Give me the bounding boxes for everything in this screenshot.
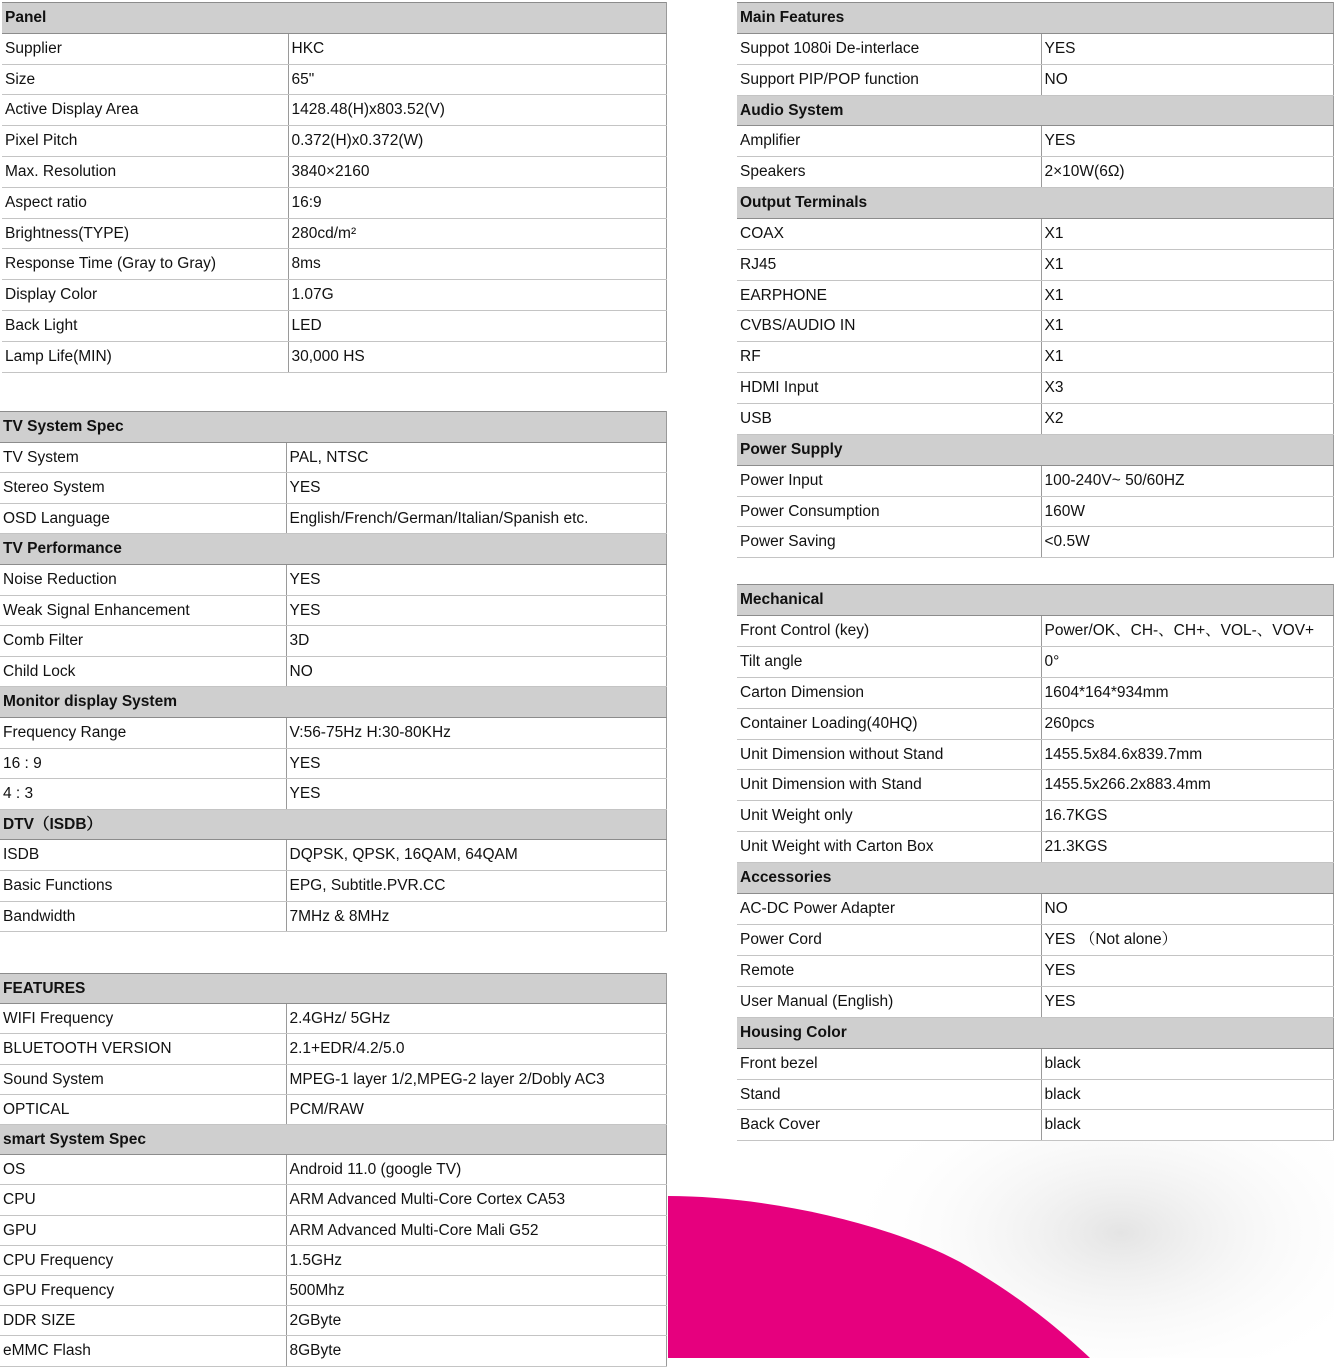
spec-value: 3D <box>286 626 667 657</box>
spec-label: TV System <box>0 442 286 473</box>
spec-value: 100-240V~ 50/60HZ <box>1041 465 1334 496</box>
spec-row <box>0 1306 667 1336</box>
spec-row <box>737 527 1334 558</box>
spec-row <box>0 656 667 687</box>
spec-label: Stand <box>737 1079 1041 1110</box>
spec-value: 8ms <box>288 249 667 280</box>
spec-row <box>2 95 667 126</box>
section-header: smart System Spec <box>0 1125 667 1155</box>
tv-system-spec-table <box>0 411 667 932</box>
spec-row <box>737 342 1334 373</box>
section-header-row <box>737 434 1334 465</box>
spec-value: YES <box>286 779 667 810</box>
spec-row <box>0 1034 667 1064</box>
spec-label: Child Lock <box>0 656 286 687</box>
section-header-row <box>737 1017 1334 1048</box>
spec-value: YES <box>1041 986 1334 1017</box>
spec-value: X1 <box>1041 249 1334 280</box>
section-header-row <box>737 188 1334 219</box>
spec-value: black <box>1041 1110 1334 1141</box>
spec-value: YES <box>1041 955 1334 986</box>
spec-value: V:56-75Hz H:30-80KHz <box>286 717 667 748</box>
spec-value: 1455.5x266.2x883.4mm <box>1041 770 1334 801</box>
spec-label: Unit Dimension without Stand <box>737 739 1041 770</box>
spec-label: Back Light <box>2 310 288 341</box>
spec-label: Speakers <box>737 157 1041 188</box>
spec-value: <0.5W <box>1041 527 1334 558</box>
section-header-row <box>0 1125 667 1155</box>
spec-label: Active Display Area <box>2 95 288 126</box>
spec-row <box>2 249 667 280</box>
spec-value: YES <box>286 473 667 504</box>
spec-row <box>737 373 1334 404</box>
spec-row <box>2 280 667 311</box>
section-header-row <box>737 863 1334 894</box>
spec-label: GPU Frequency <box>0 1276 286 1306</box>
spec-row <box>0 564 667 595</box>
spec-row <box>0 1336 667 1366</box>
spec-value: NO <box>286 656 667 687</box>
spec-value: 2×10W(6Ω) <box>1041 157 1334 188</box>
spec-label: WIFI Frequency <box>0 1004 286 1034</box>
spec-row <box>2 310 667 341</box>
section-header: Monitor display System <box>0 687 667 718</box>
spec-value: NO <box>1041 894 1334 925</box>
spec-label: Stereo System <box>0 473 286 504</box>
spec-row <box>737 1110 1334 1141</box>
spec-label: EARPHONE <box>737 280 1041 311</box>
spec-value: 1.07G <box>288 280 667 311</box>
spec-label: GPU <box>0 1215 286 1245</box>
spec-row <box>737 739 1334 770</box>
spec-row <box>0 503 667 534</box>
spec-row <box>737 832 1334 863</box>
spec-value: 21.3KGS <box>1041 832 1334 863</box>
spec-row <box>737 311 1334 342</box>
section-header-row <box>0 974 667 1004</box>
spec-value: ARM Advanced Multi-Core Cortex CA53 <box>286 1185 667 1215</box>
spec-row <box>0 901 667 932</box>
spec-label: Bandwidth <box>0 901 286 932</box>
spec-value: 0° <box>1041 646 1334 677</box>
spec-value: YES <box>1041 126 1334 157</box>
section-header: Power Supply <box>737 434 1334 465</box>
mechanical-spec-table <box>737 584 1334 1141</box>
spec-value: YES <box>286 748 667 779</box>
features-spec-table <box>0 973 667 1367</box>
spec-row <box>2 187 667 218</box>
spec-row <box>737 249 1334 280</box>
spec-value: Android 11.0 (google TV) <box>286 1155 667 1185</box>
spec-value: PCM/RAW <box>286 1094 667 1124</box>
spec-label: Basic Functions <box>0 870 286 901</box>
spec-row <box>737 218 1334 249</box>
spec-row <box>737 403 1334 434</box>
spec-label: Noise Reduction <box>0 564 286 595</box>
spec-value: 280cd/m² <box>288 218 667 249</box>
spec-value: English/French/German/Italian/Spanish etc. <box>286 503 667 534</box>
spec-label: Unit Dimension with Stand <box>737 770 1041 801</box>
section-header: Panel <box>2 3 667 34</box>
spec-value: 1455.5x84.6x839.7mm <box>1041 739 1334 770</box>
spec-value: YES <box>1041 33 1334 64</box>
spec-label: Carton Dimension <box>737 677 1041 708</box>
spec-row <box>737 157 1334 188</box>
spec-value: 16:9 <box>288 187 667 218</box>
spec-value: X1 <box>1041 342 1334 373</box>
spec-row <box>0 1215 667 1245</box>
spec-row <box>737 646 1334 677</box>
spec-label: Weak Signal Enhancement <box>0 595 286 626</box>
section-header: FEATURES <box>0 974 667 1004</box>
spec-label: Power Consumption <box>737 496 1041 527</box>
spec-value: 160W <box>1041 496 1334 527</box>
spec-row <box>737 924 1334 955</box>
spec-row <box>737 64 1334 95</box>
section-header-row <box>737 3 1334 34</box>
spec-row <box>0 1064 667 1094</box>
spec-label: Unit Weight only <box>737 801 1041 832</box>
spec-label: Remote <box>737 955 1041 986</box>
section-header: Output Terminals <box>737 188 1334 219</box>
spec-value: LED <box>288 310 667 341</box>
spec-value: Power/OK、CH-、CH+、VOL-、VOV+ <box>1041 615 1334 646</box>
spec-row <box>0 1094 667 1124</box>
section-header: Accessories <box>737 863 1334 894</box>
spec-row <box>2 218 667 249</box>
spec-row <box>737 280 1334 311</box>
section-header-row <box>0 534 667 565</box>
spec-label: Power Cord <box>737 924 1041 955</box>
spec-value: 7MHz & 8MHz <box>286 901 667 932</box>
spec-label: Response Time (Gray to Gray) <box>2 249 288 280</box>
spec-row <box>2 341 667 372</box>
spec-label: User Manual (English) <box>737 986 1041 1017</box>
spec-value: 65" <box>288 64 667 95</box>
spec-label: Aspect ratio <box>2 187 288 218</box>
spec-label: CPU <box>0 1185 286 1215</box>
spec-value: 16.7KGS <box>1041 801 1334 832</box>
spec-row <box>2 156 667 187</box>
spec-row <box>0 748 667 779</box>
spec-label: HDMI Input <box>737 373 1041 404</box>
spec-label: Power Input <box>737 465 1041 496</box>
spec-label: Comb Filter <box>0 626 286 657</box>
section-header: TV Performance <box>0 534 667 565</box>
spec-label: Back Cover <box>737 1110 1041 1141</box>
spec-row <box>737 801 1334 832</box>
spec-value: PAL, NTSC <box>286 442 667 473</box>
spec-value: X3 <box>1041 373 1334 404</box>
spec-value: black <box>1041 1048 1334 1079</box>
spec-label: Front bezel <box>737 1048 1041 1079</box>
spec-label: Supplier <box>2 33 288 64</box>
spec-value: X1 <box>1041 311 1334 342</box>
spec-value: ARM Advanced Multi-Core Mali G52 <box>286 1215 667 1245</box>
spec-value: 500Mhz <box>286 1276 667 1306</box>
spec-label: USB <box>737 403 1041 434</box>
spec-label: Front Control (key) <box>737 615 1041 646</box>
spec-value: 2.4GHz/ 5GHz <box>286 1004 667 1034</box>
section-header-row <box>737 95 1334 126</box>
spec-row <box>0 442 667 473</box>
spec-row <box>0 779 667 810</box>
spec-label: COAX <box>737 218 1041 249</box>
spec-label: RJ45 <box>737 249 1041 280</box>
spec-value: 8GByte <box>286 1336 667 1366</box>
spec-value: 2GByte <box>286 1306 667 1336</box>
spec-row <box>737 986 1334 1017</box>
spec-value: YES （Not alone） <box>1041 924 1334 955</box>
spec-row <box>737 677 1334 708</box>
spec-label: eMMC Flash <box>0 1336 286 1366</box>
spec-row <box>737 465 1334 496</box>
spec-row <box>0 870 667 901</box>
spec-value: 260pcs <box>1041 708 1334 739</box>
spec-row <box>737 708 1334 739</box>
spec-label: Lamp Life(MIN) <box>2 341 288 372</box>
spec-value: 1604*164*934mm <box>1041 677 1334 708</box>
spec-value: DQPSK, QPSK, 16QAM, 64QAM <box>286 840 667 871</box>
section-header-row <box>737 585 1334 616</box>
spec-row <box>737 615 1334 646</box>
section-header: DTV（ISDB） <box>0 809 667 840</box>
spec-row <box>0 1245 667 1275</box>
spec-row <box>737 496 1334 527</box>
spec-value: 0.372(H)x0.372(W) <box>288 126 667 157</box>
spec-label: Support PIP/POP function <box>737 64 1041 95</box>
spec-label: Sound System <box>0 1064 286 1094</box>
spec-label: Size <box>2 64 288 95</box>
spec-row <box>737 894 1334 925</box>
spec-value: 3840×2160 <box>288 156 667 187</box>
spec-value: HKC <box>288 33 667 64</box>
spec-label: CPU Frequency <box>0 1245 286 1275</box>
spec-value: 30,000 HS <box>288 341 667 372</box>
spec-value: 2.1+EDR/4.2/5.0 <box>286 1034 667 1064</box>
spec-value: YES <box>286 564 667 595</box>
spec-value: X2 <box>1041 403 1334 434</box>
section-header: Housing Color <box>737 1017 1334 1048</box>
spec-row <box>0 595 667 626</box>
spec-label: AC-DC Power Adapter <box>737 894 1041 925</box>
spec-row <box>737 126 1334 157</box>
spec-value: X1 <box>1041 280 1334 311</box>
spec-value: 1428.48(H)x803.52(V) <box>288 95 667 126</box>
spec-row <box>737 955 1334 986</box>
spec-label: Suppot 1080i De-interlace <box>737 33 1041 64</box>
panel-spec-table <box>2 2 667 373</box>
spec-label: Max. Resolution <box>2 156 288 187</box>
spec-label: RF <box>737 342 1041 373</box>
spec-label: Unit Weight with Carton Box <box>737 832 1041 863</box>
spec-row <box>0 626 667 657</box>
spec-label: OS <box>0 1155 286 1185</box>
section-header: Main Features <box>737 3 1334 34</box>
section-header-row <box>0 412 667 443</box>
spec-row <box>737 1079 1334 1110</box>
spec-value: YES <box>286 595 667 626</box>
spec-row <box>0 1155 667 1185</box>
spec-label: 4 : 3 <box>0 779 286 810</box>
spec-label: Display Color <box>2 280 288 311</box>
section-header: Mechanical <box>737 585 1334 616</box>
spec-label: Amplifier <box>737 126 1041 157</box>
spec-label: 16 : 9 <box>0 748 286 779</box>
spec-value: 1.5GHz <box>286 1245 667 1275</box>
spec-row <box>737 1048 1334 1079</box>
spec-label: Brightness(TYPE) <box>2 218 288 249</box>
spec-label: BLUETOOTH VERSION <box>0 1034 286 1064</box>
spec-value: NO <box>1041 64 1334 95</box>
spec-value: black <box>1041 1079 1334 1110</box>
spec-value: X1 <box>1041 218 1334 249</box>
spec-row <box>2 126 667 157</box>
main-features-spec-table <box>737 2 1334 558</box>
spec-label: ISDB <box>0 840 286 871</box>
spec-value: MPEG-1 layer 1/2,MPEG-2 layer 2/Dobly AC3 <box>286 1064 667 1094</box>
spec-label: DDR SIZE <box>0 1306 286 1336</box>
spec-label: CVBS/AUDIO IN <box>737 311 1041 342</box>
spec-row <box>0 473 667 504</box>
spec-label: OPTICAL <box>0 1094 286 1124</box>
spec-row <box>737 770 1334 801</box>
spec-value: EPG, Subtitle.PVR.CC <box>286 870 667 901</box>
spec-label: OSD Language <box>0 503 286 534</box>
spec-row <box>0 1004 667 1034</box>
spec-label: Tilt angle <box>737 646 1041 677</box>
spec-row <box>2 64 667 95</box>
spec-row <box>2 33 667 64</box>
spec-row <box>0 717 667 748</box>
spec-label: Power Saving <box>737 527 1041 558</box>
spec-label: Pixel Pitch <box>2 126 288 157</box>
spec-row <box>0 1276 667 1306</box>
section-header-row <box>2 3 667 34</box>
spec-row <box>0 1185 667 1215</box>
section-header-row <box>0 687 667 718</box>
section-header-row <box>0 809 667 840</box>
section-header: Audio System <box>737 95 1334 126</box>
spec-row <box>737 33 1334 64</box>
spec-row <box>0 840 667 871</box>
spec-label: Container Loading(40HQ) <box>737 708 1041 739</box>
spec-label: Frequency Range <box>0 717 286 748</box>
section-header: TV System Spec <box>0 412 667 443</box>
